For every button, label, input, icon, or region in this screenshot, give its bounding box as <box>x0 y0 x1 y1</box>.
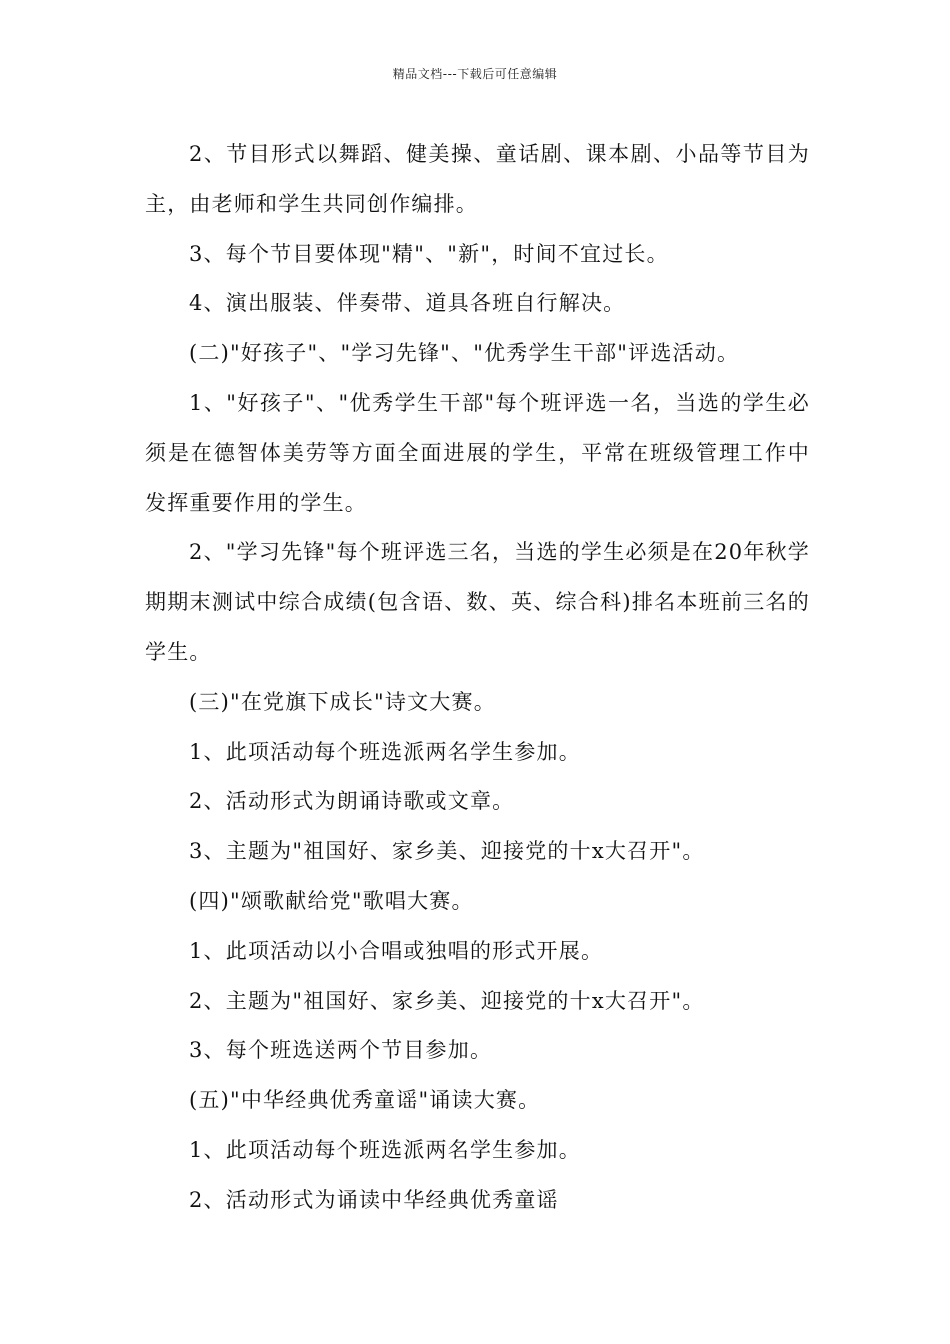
paragraph-costume-props: 4、演出服装、伴奏带、道具各班自行解决。 <box>189 291 626 316</box>
paragraph-singing-participants: 3、每个班选送两个节目参加。 <box>189 1038 493 1063</box>
section-heading-selection: (二)"好孩子"、"学习先锋"、"优秀学生干部"评选活动。 <box>189 341 740 366</box>
section-heading-singing-contest: (四)"颂歌献给党"歌唱大赛。 <box>189 888 474 913</box>
paragraph-reading-participants: 1、此项活动每个班选派两名学生参加。 <box>189 1137 581 1162</box>
paragraph-singing-theme: 2、主题为"祖国好、家乡美、迎接党的十x大召开"。 <box>189 988 705 1013</box>
section-heading-poetry-contest: (三)"在党旗下成长"诗文大赛。 <box>189 689 496 714</box>
paragraph-study-pioneer-selection: 2、"学习先锋"每个班评选三名，当选的学生必须是在20年秋学期期末测试中综合成绩(包含语、数、英、综合科)排名本班前三名的学生。 <box>145 540 810 664</box>
paragraph-good-child-selection: 1、"好孩子"、"优秀学生干部"每个班评选一名，当选的学生必须是在德智体美劳等方面全面进展的学生，平常在班级管理工作中发挥重要作用的学生。 <box>145 390 810 515</box>
page-header: 精品文档---下载后可任意编辑 <box>392 67 558 81</box>
paragraph-program-requirement: 3、每个节目要体现"精"、"新"，时间不宜过长。 <box>189 241 669 266</box>
document-body <box>145 130 810 1226</box>
paragraph-program-format: 2、节目形式以舞蹈、健美操、童话剧、课本剧、小品等节目为主，由老师和学生共同创作编排。 <box>145 142 810 216</box>
paragraph-poetry-format: 2、活动形式为朗诵诗歌或文章。 <box>189 789 515 814</box>
section-heading-reading-contest: (五)"中华经典优秀童谣"诵读大赛。 <box>189 1088 541 1113</box>
paragraph-reading-format: 2、活动形式为诵读中华经典优秀童谣 <box>189 1187 559 1212</box>
paragraph-poetry-participants: 1、此项活动每个班选派两名学生参加。 <box>189 739 581 764</box>
paragraph-singing-format: 1、此项活动以小合唱或独唱的形式开展。 <box>189 938 604 963</box>
paragraph-poetry-theme: 3、主题为"祖国好、家乡美、迎接党的十x大召开"。 <box>189 839 705 864</box>
